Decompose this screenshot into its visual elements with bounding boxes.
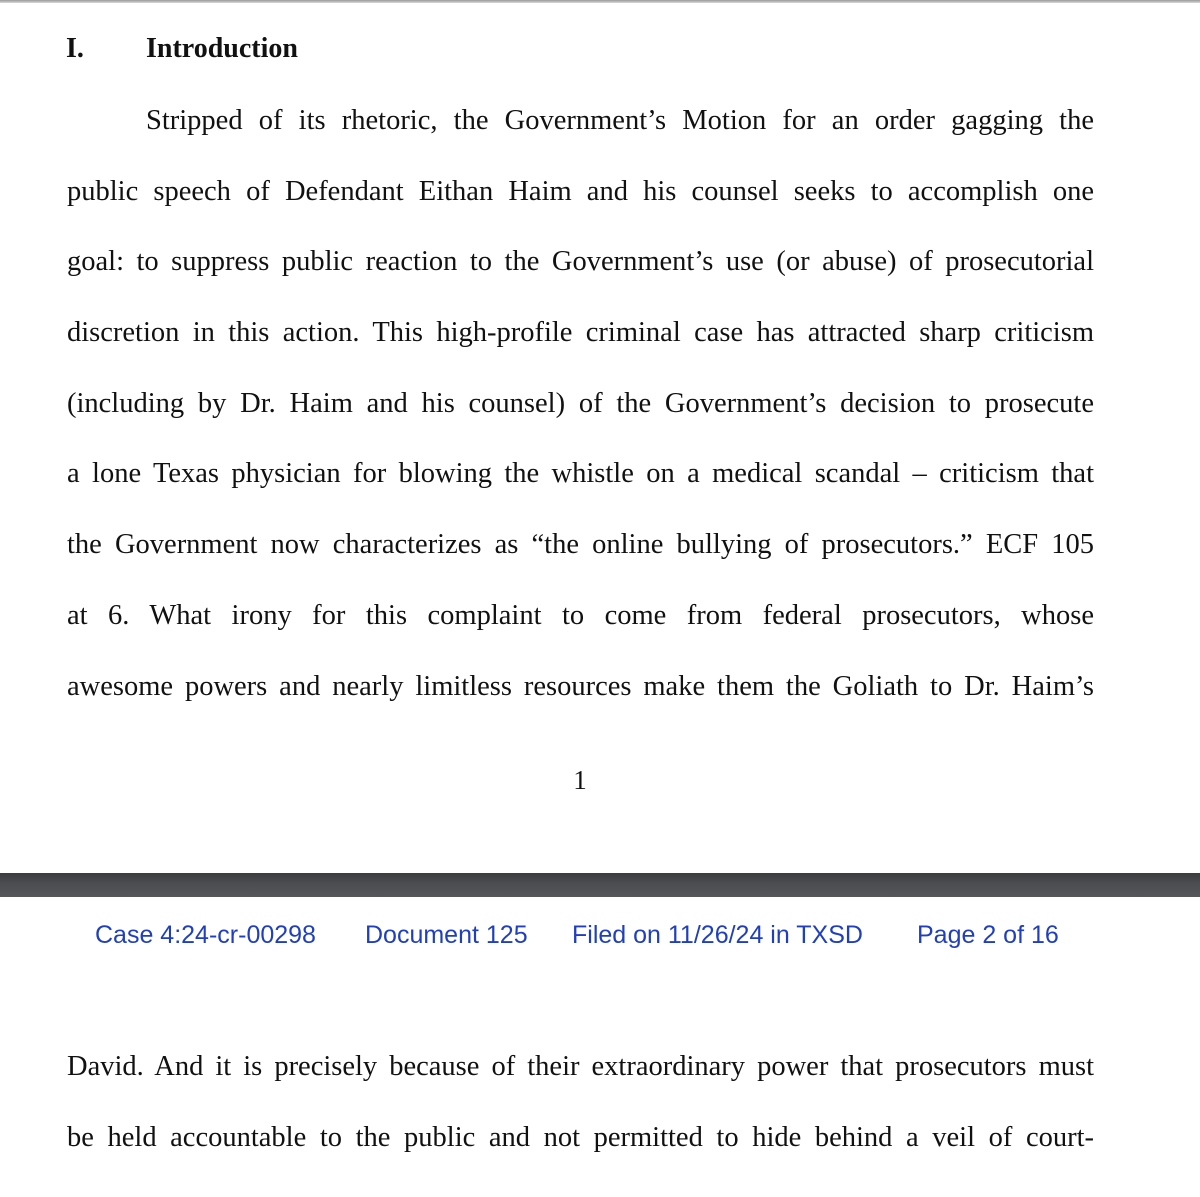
pdf-page-1 (0, 3, 1200, 873)
case-number: Case 4:24-cr-00298 (95, 921, 316, 949)
introduction-paragraph (67, 86, 1094, 722)
paragraph-line: public speech of Defendant Eithan Haim and his counsel seeks to accomplish one (67, 175, 1094, 207)
paragraph-line: Stripped of its rhetoric, the Government’s Motion for an order gagging the (146, 105, 1094, 136)
case-header (0, 917, 1200, 957)
document-number: Document 125 (365, 921, 528, 949)
paragraph-line: goal: to suppress public reaction to the Government’s use (or abuse) of prosecutorial (67, 246, 1094, 278)
paragraph-line: the Government now characterizes as “the online bullying of prosecutors.” ECF 105 (67, 529, 1094, 561)
paragraph-line: be held accountable to the public and not permitted to hide behind a veil of court- (67, 1121, 1094, 1153)
section-title: Introduction (146, 33, 298, 64)
paragraph-line: David. And it is precisely because of their extraordinary power that prosecutors must (67, 1051, 1094, 1082)
continued-paragraph (67, 1032, 1094, 1173)
section-number: I. (66, 33, 84, 64)
paragraph-line: discretion in this action. This high-profile criminal case has attracted sharp criticism (67, 317, 1094, 349)
paragraph-line: at 6. What irony for this complaint to come from federal prosecutors, whose (67, 599, 1094, 631)
page-count: Page 2 of 16 (917, 921, 1059, 949)
filed-date: Filed on 11/26/24 in TXSD (572, 921, 863, 949)
page-number: 1 (573, 765, 587, 795)
page-separator (0, 873, 1200, 897)
paragraph-line: awesome powers and nearly limitless resources make them the Goliath to Dr. Haim’s (67, 670, 1094, 702)
paragraph-line: (including by Dr. Haim and his counsel) of the Government’s decision to prosecute (67, 387, 1094, 419)
paragraph-line: a lone Texas physician for blowing the whistle on a medical scandal – criticism that (67, 458, 1094, 490)
